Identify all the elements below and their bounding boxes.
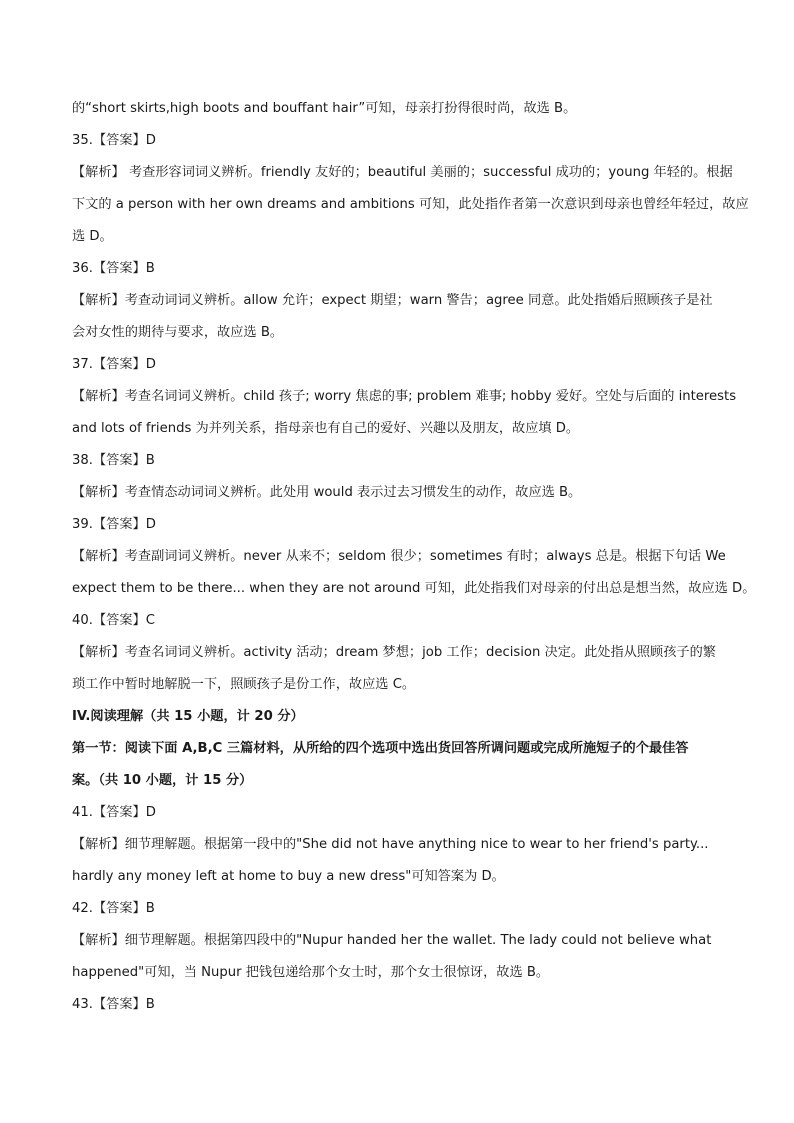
analysis-40-line-1: 【解析】考查名词词义辨析。activity 活动；dream 梦想；job 工作；decision 决定。此处指从照顾孩子的繁 xyxy=(72,645,716,660)
analysis-36-line-2: 会对女性的期待与要求，故应选 B。 xyxy=(72,325,284,340)
analysis-35-line-1: 【解析】 考查形容词词义辨析。friendly 友好的；beautiful 美丽的；successful 成功的；young 年轻的。根据 xyxy=(72,165,733,180)
answer-42: 42.【答案】B xyxy=(72,901,155,916)
answer-41: 41.【答案】D xyxy=(72,805,156,820)
analysis-39-line-1: 【解析】考查副词词义辨析。never 从来不；seldom 很少；sometimes 有时；always 总是。根据下句话 We xyxy=(72,549,726,564)
analysis-42-line-1: 【解析】细节理解题。根据第四段中的"Nupur handed her the wallet. The lady could not believe what xyxy=(72,933,712,948)
analysis-37-line-2: and lots of friends 为并列关系，指母亲也有自己的爱好、兴趣以及朋友，故应填 D。 xyxy=(72,421,580,436)
analysis-41-line-2: hardly any money left at home to buy a new dress"可知答案为 D。 xyxy=(72,869,505,884)
analysis-36-line-1: 【解析】考查动词词义辨析。allow 允许；expect 期望；warn 警告；agree 同意。此处指婚后照顾孩子是社 xyxy=(72,293,713,308)
answer-40: 40.【答案】C xyxy=(72,613,155,628)
answer-35: 35.【答案】D xyxy=(72,133,156,148)
section-heading: IV.阅读理解（共 15 小题，计 20 分） xyxy=(72,709,304,724)
analysis-39-line-2: expect them to be there... when they are not around 可知，此处指我们对母亲的付出总是想当然，故应选 D。 xyxy=(72,581,756,596)
answer-37: 37.【答案】D xyxy=(72,357,156,372)
analysis-38-line-1: 【解析】考查情态动词词义辨析。此处用 would 表示过去习惯发生的动作，故应选 B。 xyxy=(72,485,582,500)
analysis-35-line-3: 选 D。 xyxy=(72,229,113,244)
analysis-41-line-1: 【解析】细节理解题。根据第一段中的"She did not have anything nice to wear to her friend's party... xyxy=(72,837,709,852)
analysis-42-line-2: happened"可知，当 Nupur 把钱包递给那个女士时，那个女士很惊讶，故选 B。 xyxy=(72,965,550,980)
answer-38: 38.【答案】B xyxy=(72,453,155,468)
answer-36: 36.【答案】B xyxy=(72,261,155,276)
analysis-37-line-1: 【解析】考查名词词义辨析。child 孩子; worry 焦虑的事; problem 难事; hobby 爱好。空处与后面的 interests xyxy=(72,389,737,404)
answer-39: 39.【答案】D xyxy=(72,517,156,532)
analysis-35-line-2: 下文的 a person with her own dreams and ambitions 可知，此处指作者第一次意识到母亲也曾经年轻过，故应 xyxy=(72,197,749,212)
answer-43: 43.【答案】B xyxy=(72,997,155,1012)
subsection-instructions-line-1: 第一节：阅读下面 A,B,C 三篇材料，从所给的四个选项中选出货回答所调问题或完成所施短子的个最佳答 xyxy=(72,741,689,756)
analysis-40-line-2: 琐工作中暂时地解脱一下，照顾孩子是份工作，故应选 C。 xyxy=(72,677,416,692)
text-line: 的“short skirts,high boots and bouffant hair”可知，母亲打扮得很时尚，故选 B。 xyxy=(72,101,577,116)
subsection-instructions-line-2: 案。（共 10 小题，计 15 分） xyxy=(72,773,253,788)
